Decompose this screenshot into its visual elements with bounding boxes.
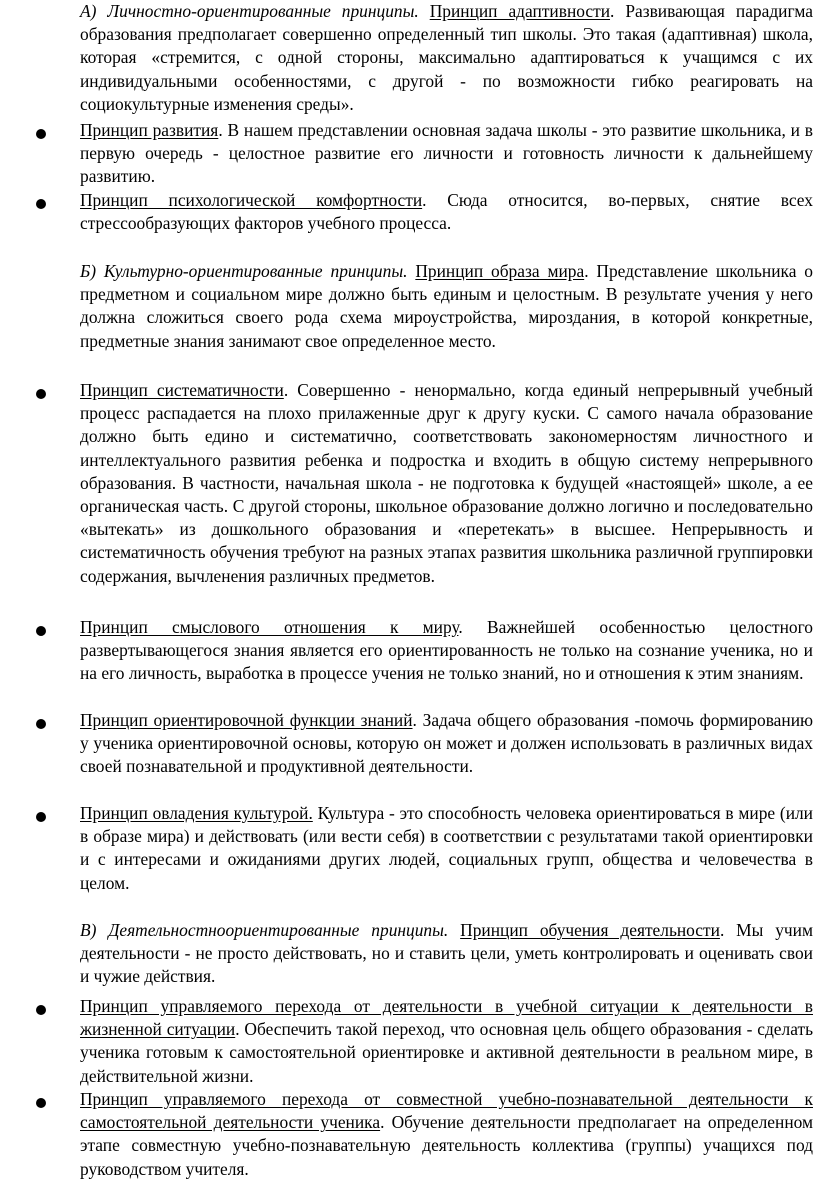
principle-text: . Совершенно - ненормально, когда единый непрерывный учебный процесс распадается на плохо прилаженные друг к другу куски. С самого начала образование должно быть едино и систематично, соответствовать закономерностям личностного и интеллектуального развития ребенка и подростка и входить в общую систему непрерывного образования. В частности, начальная школа - не подготовка к будущей «настоящей» школе, а ее органическая часть. С другой стороны, школьное образование должно логично и последовательно «вытекать» из дошкольного образования и «перетекать» в высшее. Непрерывность и систематичность обучения требуют на разных этапах развития школьника различной группировки содержания, вычленения различных предметов. <box>80 380 813 586</box>
bullet-icon <box>36 1098 46 1108</box>
principle-text: . Важнейшей особенностью целостного развертывающегося знания является его ориентированность не только на сознание ученика, но и на его личность, выработка в процессе учения не только знаний, но и отношения к этим знаниям. <box>80 617 813 684</box>
section-b-lead-text: . Представление школьника о предметном и социальном мире должно быть единым и целостным. В результате учения у него должна сложиться своего рода схема мироустройства, мироздания, в которой конкретные, предметные знания занимают свое определенное место. <box>80 261 813 351</box>
principle-text: . Обучение деятельности предполагает на определенном этапе совместную учебно-познавательную деятельность коллектива (группы) учащихся под руководством учителя. <box>80 1112 814 1179</box>
principle-name: Принцип систематичности <box>80 380 284 400</box>
section-b-heading: Б) Культурно-ориентированные принципы. <box>80 261 408 281</box>
principle-text: . В нашем представлении основная задача школы - это развитие школьника, и в первую очередь - целостное развитие его личности и готовность личности к дальнейшему развитию. <box>80 120 814 187</box>
section-a-lead-text: . Развивающая парадигма образования предполагает совершенно определенный тип школы. Это такая (адаптивная) школа, которая «стремится, с одной стороны, максимально адаптироваться к учащимся с их индивидуальными особенностями, с другой - по возможности гибко реагировать на социокультурные изменения среды». <box>80 1 813 114</box>
section-b-intro <box>80 260 813 353</box>
principle-name: Принцип психологической комфортности <box>80 190 423 210</box>
bullet-icon <box>36 199 46 209</box>
bullet-icon <box>36 719 46 729</box>
bullet-icon <box>36 626 46 636</box>
principle-text: . Сюда относится, во-первых, снятие всех стрессообразующих факторов учебного процесса. <box>80 190 813 234</box>
list-item <box>80 379 813 588</box>
list-item <box>80 119 813 189</box>
section-a-lead-principle: Принцип адаптивности <box>429 1 611 21</box>
principle-name: Принцип управляемого перехода от деятельности в учебной ситуации к деятельности в жизненной ситуации <box>80 996 813 1040</box>
principle-name: Принцип смыслового отношения к миру <box>80 617 459 637</box>
list-item <box>80 616 813 686</box>
section-c-intro <box>80 919 813 989</box>
list-item <box>80 802 813 895</box>
list-item <box>80 1088 813 1181</box>
section-b-lead-principle: Принцип образа мира <box>415 261 585 281</box>
list-item <box>80 189 813 235</box>
list-item <box>80 995 813 1088</box>
bullet-icon <box>36 389 46 399</box>
list-item <box>80 709 813 779</box>
section-c-lead-text: . Мы учим деятельности - не просто действовать, но и ставить цели, уметь контролировать и оценивать свои и чужие действия. <box>80 920 813 987</box>
principle-name: Принцип ориентировочной функции знаний <box>80 710 413 730</box>
bullet-icon <box>36 129 46 139</box>
bullet-icon <box>36 1005 46 1015</box>
section-c-lead-principle: Принцип обучения деятельности <box>460 920 720 940</box>
principle-name: Принцип управляемого перехода от совместной учебно-познавательной деятельности к самостоятельной деятельности ученика <box>80 1089 813 1133</box>
section-c-heading: В) Деятельностноориентированные принципы. <box>80 920 449 940</box>
principle-text: . Задача общего образования -помочь формированию у ученика ориентировочной основы, которую он может и должен использовать в различных видах своей познавательной и продуктивной деятельности. <box>80 710 814 777</box>
bullet-icon <box>36 812 46 822</box>
principle-name: Принцип овладения культурой. <box>80 803 313 823</box>
principle-text: . Обеспечить такой переход, что основная цель общего образования - сделать ученика готовым к самостоятельной ориентировке и активной деятельности в реальном мире, в действительной жизни. <box>80 1019 813 1086</box>
section-a-heading: А) Личностно-ориентированные принципы. <box>80 1 419 21</box>
principle-text: Культура - это способность человека ориентироваться в мире (или в образе мира) и действовать (или вести себя) в соответствии с результатами такой ориентировки и с интересами и ожиданиями других людей, социальных групп, общества и человечества в целом. <box>80 803 813 893</box>
section-a-intro <box>80 0 813 116</box>
principle-name: Принцип развития <box>80 120 219 140</box>
